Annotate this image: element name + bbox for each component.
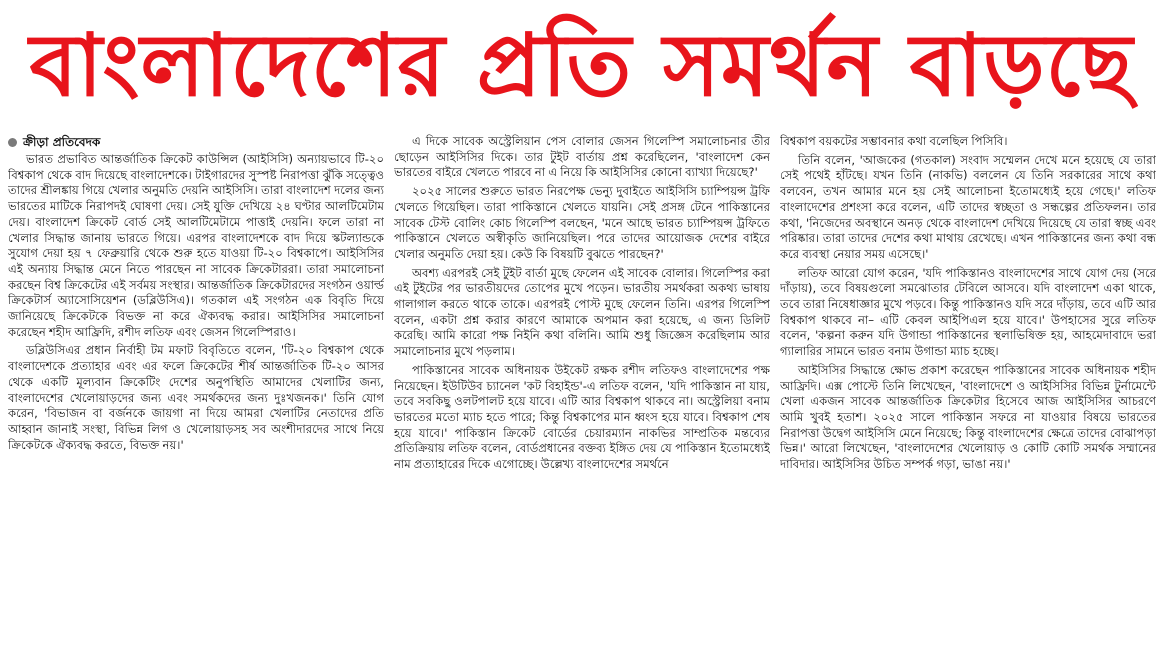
article-body (8, 134, 1156, 646)
paragraph: আইসিসির সিদ্ধান্তে ক্ষোভ প্রকাশ করেছেন পাকিস্তানের সাবেক অধিনায়ক শহীদ আফ্রিদি। এক্স পোস্টে তিনি লিখেছেন, 'বাংলাদেশে ও আইসিসির বিভিন্ন টুর্নামেন্টে খেলা একজন সাবেক আন্তর্জাতিক ক্রিকেটার হিসেবে আজ আইসিসির আচরণে আমি খুবই হতাশ। ২০২৫ সালে পাকিস্তান সফরে না যাওয়ার বিষয়ে ভারতের নিরাপত্তা উদ্বেগ আইসিসি মেনে নিয়েছে; কিন্তু বাংলাদেশের ক্ষেত্রে তাদের বোঝাপড়া ভিন্ন।' আরো লিখেছেন, 'বাংলাদেশের খেলোয়াড় ও কোটি কোটি সমর্থক সম্মানের দাবিদার। আইসিসির উচিত সম্পর্ক গড়া, ভাঙা নয়।' (780, 362, 1156, 472)
paragraph: অবশ্য এরপরই সেই টুইট বার্তা মুছে ফেলেন এই সাবেক বোলার। গিলেস্পির করা এই টুইটের পর ভারতীয়দের তোপের মুখে পড়েন। ভারতীয় সমর্থকরা অকথ্য ভাষায় গালাগাল করতে থাকে তাকে। এরপরই পোস্ট মুছে ফেলেন তিনি। এরপর গিলেস্পি বলেন, একটা প্রশ্ন করার কারণে আমাকে অপমান করা হয়েছে, এ জন্য ডিলিট করেছি। আমি কারো পক্ষ নিইনি কথা বলিনি। আমি শুধু জিজ্ঞেস করেছিলাম আর সমালোচনার মুখে পড়লাম। (394, 265, 770, 359)
paragraph: বিশ্বকাপ বয়কটের সম্ভাবনার কথা বলেছিল পিসিবি। (780, 134, 1008, 148)
headline: বাংলাদেশের প্রতি সমর্থন বাড়ছে (29, 16, 1134, 116)
paragraph: ২০২৫ সালের শুরুতে ভারত নিরপেক্ষ ভেন্যু দুবাইতে আইসিসি চ্যাম্পিয়ন্স ট্রফি খেলতে গিয়েছিল। তারা পাকিস্তানে খেলতে যায়নি। সেই প্রসঙ্গ টেনে পাকিস্তানের সাবেক টেস্ট বোলিং কোচ গিলেস্পি বলছেন, 'মনে আছে ভারত চ্যাম্পিয়ন্স ট্রফিতে পাকিস্তানে খেলতে অস্বীকৃতি জানিয়েছিল। পরে তাদের আয়োজক দেশের বাইরে খেলার অনুমতি দেয়া হয়। কেউ কি বিষয়টি বুঝতে পারছেন?' (394, 184, 770, 261)
byline (8, 134, 384, 150)
paragraph: ভারত প্রভাবিত আন্তর্জাতিক ক্রিকেট কাউন্সিল (আইসিসি) অন্যায়ভাবে টি-২০ বিশ্বকাপ থেকে বাদ দিয়েছে বাংলাদেশকে। টাইগারদের সুস্পষ্ট নিরাপত্তা ঝুঁকি সত্ত্বেও তাদের শ্রীলঙ্কায় গিয়ে খেলার অনুমতি দেয়নি আইসিসি। তারা বাংলাদেশ দলের জন্য ভারতের মাটিকে নিরাপদই ঘোষণা দেয়। সেই যুক্তি দেখিয়ে ২৪ ঘণ্টার আলটিমেটাম দেয়। বাংলাদেশ ক্রিকেট বোর্ড সেই আলটিমেটামে পাত্তাই দেয়নি। ফলে তারা না খেলার সিদ্ধান্ত জানায় ভারতে গিয়ে। এরপর বাংলাদেশকে বাদ দিয়ে স্কটল্যান্ডকে সুযোগ দেয়া হয় ৭ ফেব্রুয়ারি থেকে শুরু হতে যাওয়া টি-২০ বিশ্বকাপে। আইসিসির এই অন্যায় সিদ্ধান্ত মেনে নিতে পারছেন না সাবেক ক্রিকেটাররা। তারা সমালোচনা করছেন বিশ্ব ক্রিকেটের এই সর্বময় সংস্থার। আন্তর্জাতিক ক্রিকেটারদের সংগঠন ওয়ার্ল্ড ক্রিকেটার্স অ্যাসোসিয়েশন (ডব্লিউসিএ)। গতকাল এই সংগঠন এক বিবৃতি দিয়ে জানিয়েছে ক্রিকেটকে বিভক্ত না করে ঐক্যবদ্ধ করার। আইসিসির সমালোচনা করেছেন শহীদ আফ্রিদি, রশীদ লতিফ এবং জেসন গিলেস্পিরাও। (8, 152, 384, 339)
paragraph: পাকিস্তানের সাবেক অধিনায়ক উইকেট রক্ষক রশীদ লতিফও বাংলাদেশের পক্ষ নিয়েছেন। ইউটিউব চ্যানেল 'কট বিহাইন্ড'-এ লতিফ বলেন, 'যদি পাকিস্তান না যায়, তবে সবকিছু ওলটপালট হয়ে যাবে। এটি আর বিশ্বকাপ থাকবে না। অস্ট্রেলিয়া বনাম ভারতের মতো ম্যাচ হতে পারে; কিন্তু বিশ্বকাপের মান ধ্বংস হয়ে যাবে। বিশ্বকাপ শেষ হয়ে যাবে।' পাকিস্তান ক্রিকেট বোর্ডের চেয়ারম্যান নাকভির সাম্প্রতিক মন্তব্যের প্রতিক্রিয়ায় লতিফ বলেন, বোর্ডপ্রধানের বক্তব্য ইঙ্গিত দেয় যে পাকিস্তান ইতোমধ্যেই নাম প্রত্যাহারের দিকে এগোচ্ছে। উল্লেখ্য বাংলাদেশের সমর্থনে (394, 362, 770, 472)
column-1 (8, 134, 384, 646)
paragraph: তিনি বলেন, 'আজকের (গতকাল) সংবাদ সম্মেলন দেখে মনে হয়েছে যে তারা সেই পথেই হাঁটছে। যখন তিনি (নাকভি) বললেন যে তিনি সরকারের সাথে কথা বলবেন, তখন আমার মনে হয় সেই আলোচনা ইতোমধ্যেই হয়ে গেছে।' লতিফ বাংলাদেশের প্রশংসা করে বলেন, এটি তাদের স্বচ্ছতা ও সন্ধল্পের প্রতিফলন। তার কথা, 'নিজেদের অবস্থানে অনড় থেকে বাংলাদেশ দেখিয়ে দিয়েছে যে তারা স্বচ্ছ এবং পরিষ্কার। তারা তাদের দেশের কথা মাথায় রেখেছে। এখন পাকিস্তানের জন্য কথা বন্ধ করে ব্যবস্থা নেয়ার সময় এসেছে।' (780, 152, 1156, 261)
paragraph: লতিফ আরো যোগ করেন, 'যদি পাকিস্তানও বাংলাদেশের সাথে যোগ দেয় (সরে দাঁড়ায়), তবে বিষয়গুলো সমঝোতার টেবিলে আসবে। যদি বাংলাদেশ একা থাকে, তবে তারা নিষেধাজ্ঞার মুখে পড়বে। কিন্তু পাকিস্তানও যদি সরে দাঁড়ায়, তবে এটি আর বিশ্বকাপ থাকবে না– এটি কেবল আইপিএল হয়ে যাবে।' উপহাসের সুরে লতিফ বলেন, 'কল্পনা করুন যদি উগান্ডা পাকিস্তানের স্থলাভিষিক্ত হয়, আহমেদাবাদে ভরা গ্যালারির সামনে ভারত বনাম উগান্ডা ম্যাচ হচ্ছে। (780, 265, 1156, 359)
paragraph: ডব্লিউসিএর প্রধান নির্বাহী টম মফাট বিবৃতিতে বলেন, 'টি-২০ বিশ্বকাপ থেকে বাংলাদেশকে প্রত্যাহার এবং এর ফলে ক্রিকেটের শীর্ষ আন্তর্জাতিক টি-২০ আসর থেকে একটি মূল্যবান ক্রিকেটিং দেশের অনুপস্থিতি আমাদের খেলাটির জন্য, বাংলাদেশের খেলোয়াড়দের জন্য এবং সমর্থকদের জন্য দুঃখজনক।' তিনি যোগ করেন, 'বিভাজন বা বর্জনকে জায়গা না দিয়ে আমরা খেলাটির নেতাদের প্রতি আহ্বান জানাই সংস্থা, বিভিন্ন লিগ ও খেলোয়াড়সহ সব অংশীদারদের সাথে নিয়ে ক্রিকেটকে ঐক্যবদ্ধ করতে, বিভক্ত নয়।' (8, 343, 384, 452)
paragraph: এ দিকে সাবেক অস্ট্রেলিয়ান পেস বোলার জেসন গিলেস্পি সমালোচনার তীর ছোড়েন আইসিসির দিকে। তার টুইট বার্তায় প্রশ্ন করেছিলেন, 'বাংলাদেশ কেন ভারতের বাইরে খেলতে পারবে না এ নিয়ে কি আইসিসির কোনো ব্যাখ্যা দিয়েছে?' (394, 134, 770, 180)
column-3 (780, 134, 1156, 646)
column-2 (394, 134, 770, 646)
byline-text: ক্রীড়া প্রতিবেদক (23, 135, 101, 149)
bullet-icon (8, 138, 17, 147)
